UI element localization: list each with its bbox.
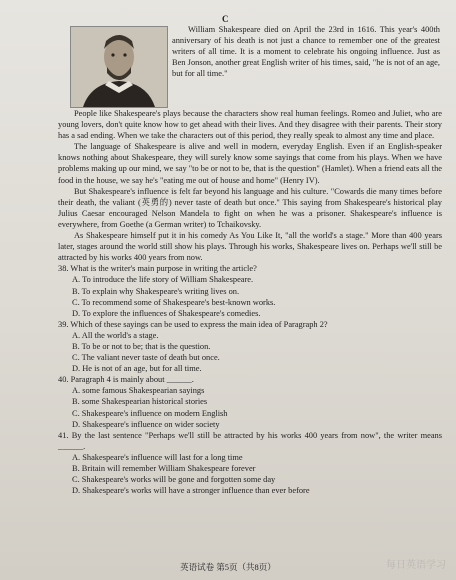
option-c: C. The valiant never taste of death but once. — [72, 353, 220, 363]
page-footer: 英语试卷 第5页（共8页） — [180, 562, 276, 572]
option-d: D. He is not of an age, but for all time. — [72, 364, 202, 374]
lead-paragraph — [172, 24, 440, 79]
question-stem: 39. Which of these sayings can be used to express the main idea of Paragraph 2? — [58, 319, 328, 329]
portrait-image — [71, 27, 167, 107]
question-40 — [58, 374, 442, 429]
option-c: C. To recommend some of Shakespeare's best-known works. — [72, 297, 276, 307]
question-39 — [58, 319, 442, 374]
option-c: C. Shakespeare's works will be gone and forgotten some day — [72, 475, 276, 485]
option-d: D. Shakespeare's works will have a stronger influence than ever before — [72, 486, 310, 496]
question-stem: 40. Paragraph 4 is mainly about ______. — [58, 375, 194, 385]
question-stem: 41. By the last sentence "Perhaps we'll still be attracted by his works 400 years from now", the writer means ______. — [58, 430, 442, 451]
section-label: C — [222, 14, 229, 24]
option-b: B. To be or not to be; that is the question. — [72, 341, 211, 351]
option-d: D. To explore the influences of Shakespeare's comedies. — [72, 308, 261, 318]
option-b: B. some Shakespearian historical stories — [72, 397, 208, 407]
shakespeare-portrait — [70, 26, 168, 108]
option-a: A. Shakespeare's influence will last for a long time — [72, 452, 243, 462]
option-d: D. Shakespeare's influence on wider society — [72, 419, 220, 429]
paragraph-4: As Shakespeare himself put it in his comedy As You Like It, "all the world's a stage." More than 400 years later, stages around the world still show his plays. Through his works, Shakespeare lives on. Perhaps we'll still be attracted by his works 400 years from now. — [58, 231, 442, 263]
paragraph-1: People like Shakespeare's plays because the characters show real human feelings. Romeo and Juliet, who are young lovers, don't quite know how to get ahead with their lives. And they disagree with their parents. Their story has a sad ending. When we take the characters out of this period, they really speak to almost any time and place. — [58, 109, 442, 141]
option-a: A. All the world's a stage. — [72, 330, 159, 340]
option-a: A. To introduce the life story of William Shakespeare. — [72, 275, 254, 285]
watermark: 每日英语学习 — [386, 560, 446, 571]
paragraph-3: But Shakespeare's influence is felt far beyond his language and his culture. "Cowards die many times before their death, the valiant (英勇的) never taste of death but once." This saying from Shakespeare's historical play Julius Caesar encouraged Nelson Mandela to fight on when he was a prisoner. Shakespeare's influence is everywhere, from Goethe (a German writer) to Tchaikovsky. — [58, 186, 442, 229]
option-b: B. To explain why Shakespeare's writing lives on. — [72, 286, 240, 296]
option-b: B. Britain will remember William Shakespeare forever — [72, 464, 256, 473]
option-c: C. Shakespeare's influence on modern English — [72, 408, 228, 418]
paragraph-2: The language of Shakespeare is alive and well in modern, everyday English. Even if an English-speaker knows nothing about Shakespeare, they will surely know some sayings that come from his plays. When we have problems making up our mind, we say "to be or not to be, that is the question" (Hamlet). When a friend eats all the food in the house, we say he's "eating me out of house and home" (Henry IV). — [58, 142, 442, 185]
option-a: A. some famous Shakespearian sayings — [72, 386, 205, 396]
question-stem: 38. What is the writer's main purpose in writing the article? — [58, 264, 257, 274]
article-and-questions — [58, 108, 442, 496]
lead-text: William Shakespeare died on April the 23rd in 1616. This year's 400th anniversary of his death is not just a chance to remember one of the greatest writers of all time. It is a moment to celebrate his ongoing influence. Just as Ben Jonson, another great English writer of his times, said, "he is not of an age, but for all time." — [172, 25, 440, 79]
question-41 — [58, 430, 442, 497]
question-38 — [58, 263, 442, 318]
